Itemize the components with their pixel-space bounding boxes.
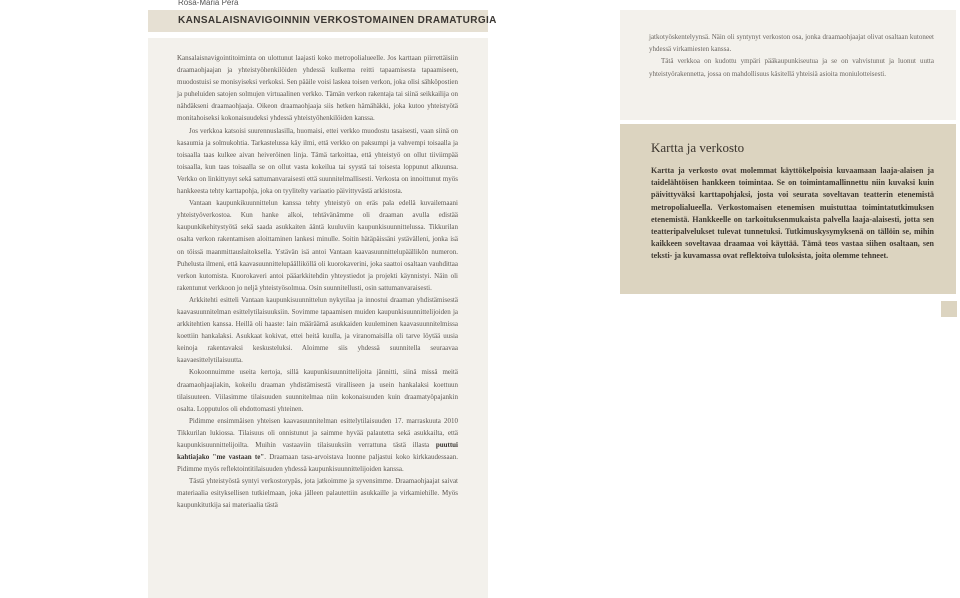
right-top-text: [649, 31, 934, 80]
paragraph-3: Vantaan kaupunkikuunnittelun kanssa tehty yhteistyö on eräs pala edellä kuvailemaani yhteistyöverkostoa. Kun hanke alkoi, tehtävänämme oli draaman avulla edistää kaupunkikehitystyötä sekä saada asukkaiten ääntä kuuluviin kaupunkisuunnittelussa. Tikkurilan osalta verkon rakentamisen aloittaminen lankesi minulle. Soitin hätäpäissäni ystävälleni, jonka isä on töissä maanmittauslaitoksella. Ystävän isä antoi Vantaan kaavasuunnittelupäällikön numeron. Puhelusta ilmeni, että kaavasuunnittelupäälliköllä oli kuorokaverini, joka saattoi osaltaan vauhdittaa verkon kutomista. Kuorokaveri antoi pääarkkitehdin yhteystiedot ja projekti käynnistyi. Näin oli rakentunut verkkoon jo neljä yhteistyösolmua. Osin suunnitellusti, osin sattumanvaraisesti.: [177, 199, 458, 292]
right-paragraph-1: jatkotyöskentelyynsä. Näin oli syntynyt verkoston osa, jonka draamaohjaajat olivat osaltaan kutoneet yhdessä virkamiesten kanssa.: [649, 33, 934, 54]
page-edge-tab: [941, 301, 957, 317]
right-paragraph-2: Tätä verkkoa on kudottu ympäri pääkaupunkiseutua ja se on vahvistunut ja luonut uutta yhteistyörakennetta, jossa on mahdollisuus käsitellä yhteisiä asioita moniulotteisesti.: [649, 57, 934, 78]
paragraph-1: Kansalaisnavigointitoiminta on ulottunut laajasti koko metropolialueelle. Jos karttaan piirrettäisiin draamaohjaajan ja yhteistyöhenkilöiden yhdessä kulkema reitti tapaamisesta tapaamiseen, muodostuisi se monisyiseksi verkoksi. Sen pääile voisi laskea toisen verkon, joka olisi sähköpostien ja puheluiden satojen solmujen virtuaalinen verkko. Tämän verkon rakentaja tai siinä seikkailija on nähdäkseni draamaohjaaja. Oikeon draamaohjaaja siis hetken hämähäkki, joka kutoo yhteistyötä monitahoiseksi kokonaisuudeksi yhdessä yhteistyöhenkilöiden kanssa.: [177, 54, 458, 123]
paragraph-6: [177, 415, 458, 475]
paragraph-4: Arkkitehti esitteli Vantaan kaupunkisuunnittelun nykytilaa ja innostui draaman yhdistämisestä kaavasuunnitelman esittelytilaisuuksiin. Sovimme tapaamisen muiden kaupunkisuunnittelijoiden ja arkkitehtien kanssa. Heillä oli haaste: lain määräämä asukkaiden kuuleminen kaavasuunnitelmissa koettiin hankalaksi. Asukkaat kokivat, ettei heitä kuulla, ja viranomaisilla oli tarve löytää uusia keinoja rakentavaksi keskusteluksi. Aloimme siis yhdessä suunnitella seuraavaa kaavaesittelytilaisuutta.: [177, 295, 458, 365]
paragraph-5: Kokoonnuimme useita kertoja, sillä kaupunkisuunnittelijoita jännitti, siinä missä meitä draamaohjaajiakin, kokeilu draaman yhdistämisestä viralliseen ja usein hankalaksi koettuun tilaisuuteen. Viilasimme tilaisuuden suunnitelmaa niin kokonaisuuden kuin draamatyöpajankin osalta. Lopputulos oli ehdottomasti yhteinen.: [177, 368, 458, 413]
box-text: Kartta ja verkosto ovat molemmat käyttökelpoisia kuvaamaan laaja-alaisen ja taidelähtöisen hankkeen toimintaa. Se on toimintamallinnettu niin kuvaksi kuin päivittyväksi karttapohjaksi, josta voi seurata soveltavan teatterin etenemistä metropolialueella. Verkostomaisen etenemisen muistuttaa toimintatutkimuksen etenemistä. Hankkeelle on tarkoituksenmukaista palvella laaja-alaisesti, jotta sen teatteripalvelukset tulevat tunnetuksi. Tutkimuskysymyksenä on tällöin se, mihin kaikkeen soveltavaa draamaa voi käyttää. Tämä teos vastaa siihen osaltaan, sen teksti- ja kuvamassa ovat reflektoiva tuloksista, joita olemme tehneet.: [651, 166, 934, 261]
bold-quote: puuttui kahtiajako "me vastaan te": [177, 441, 458, 462]
paragraph-2: Jos verkkoa katsoisi suurennuslasilla, huomaisi, ettei verkko muodostu tasaisesti, vaan siinä on kasaumia ja solmukohtia. Tarkastelussa käy ilmi, että verkko on paksumpi ja vahvempi toisaalla ja toisaalla taas kulkee aivan heiveröinen linja. Tämä tarkoittaa, että yhteistyö on ollut tiiviimpää toisaalla, kun taas toisaalla se on ollut vasta kokeilua tai syystä tai toisesta loppunut alkuunsa. Verkko on linkittynyt sekä sattumanvaraisesti että suunnitelmallisesti. Verkosta on innoittunut myös hankkeesta tehty karttapohja, joka on tyylitelty variaatio päivittyvästä arkistosta.: [177, 126, 458, 196]
author-name: Rosa-Maria Perä: [178, 0, 239, 7]
paragraph-6-text: Pidimme ensimmäisen yhteisen kaavasuunnitelman esittelytilaisuuden 17. marraskuuta 2010 Tikkurilan lukiossa. Tilaisuus oli onnistunut ja saimme hyvää palautetta sekä asukkailta, että kaupunkisuunnittelijoilta. Muihin vastaaviin tilaisuuksiin verrattuna tästä illasta: [177, 416, 458, 449]
quote-tail: . Draamaan tasa-arvoistava luonne paljastui koko kirkkaudessaan. Pidimme myös reflektointitilaisuuden yhdessä kaupunkisuunnittelijoiden kanssa.: [177, 453, 458, 474]
box-title: Kartta ja verkosto: [651, 140, 745, 155]
paragraph-7: Tästä yhteistyöstä syntyi verkostorypäs, jota jatkoimme ja syvensimme. Draamaohjaajat saivat materiaalia esityksellisen tutkielmaan, joka jälleen palautettiin asukkaille ja virkamiehille. Myös kaupunkitutkija sai materiaalia tästä: [177, 477, 458, 510]
body-text: [177, 52, 458, 512]
section-title: KANSALAISNAVIGOINNIN VERKOSTOMAINEN DRAMATURGIA: [178, 15, 497, 26]
